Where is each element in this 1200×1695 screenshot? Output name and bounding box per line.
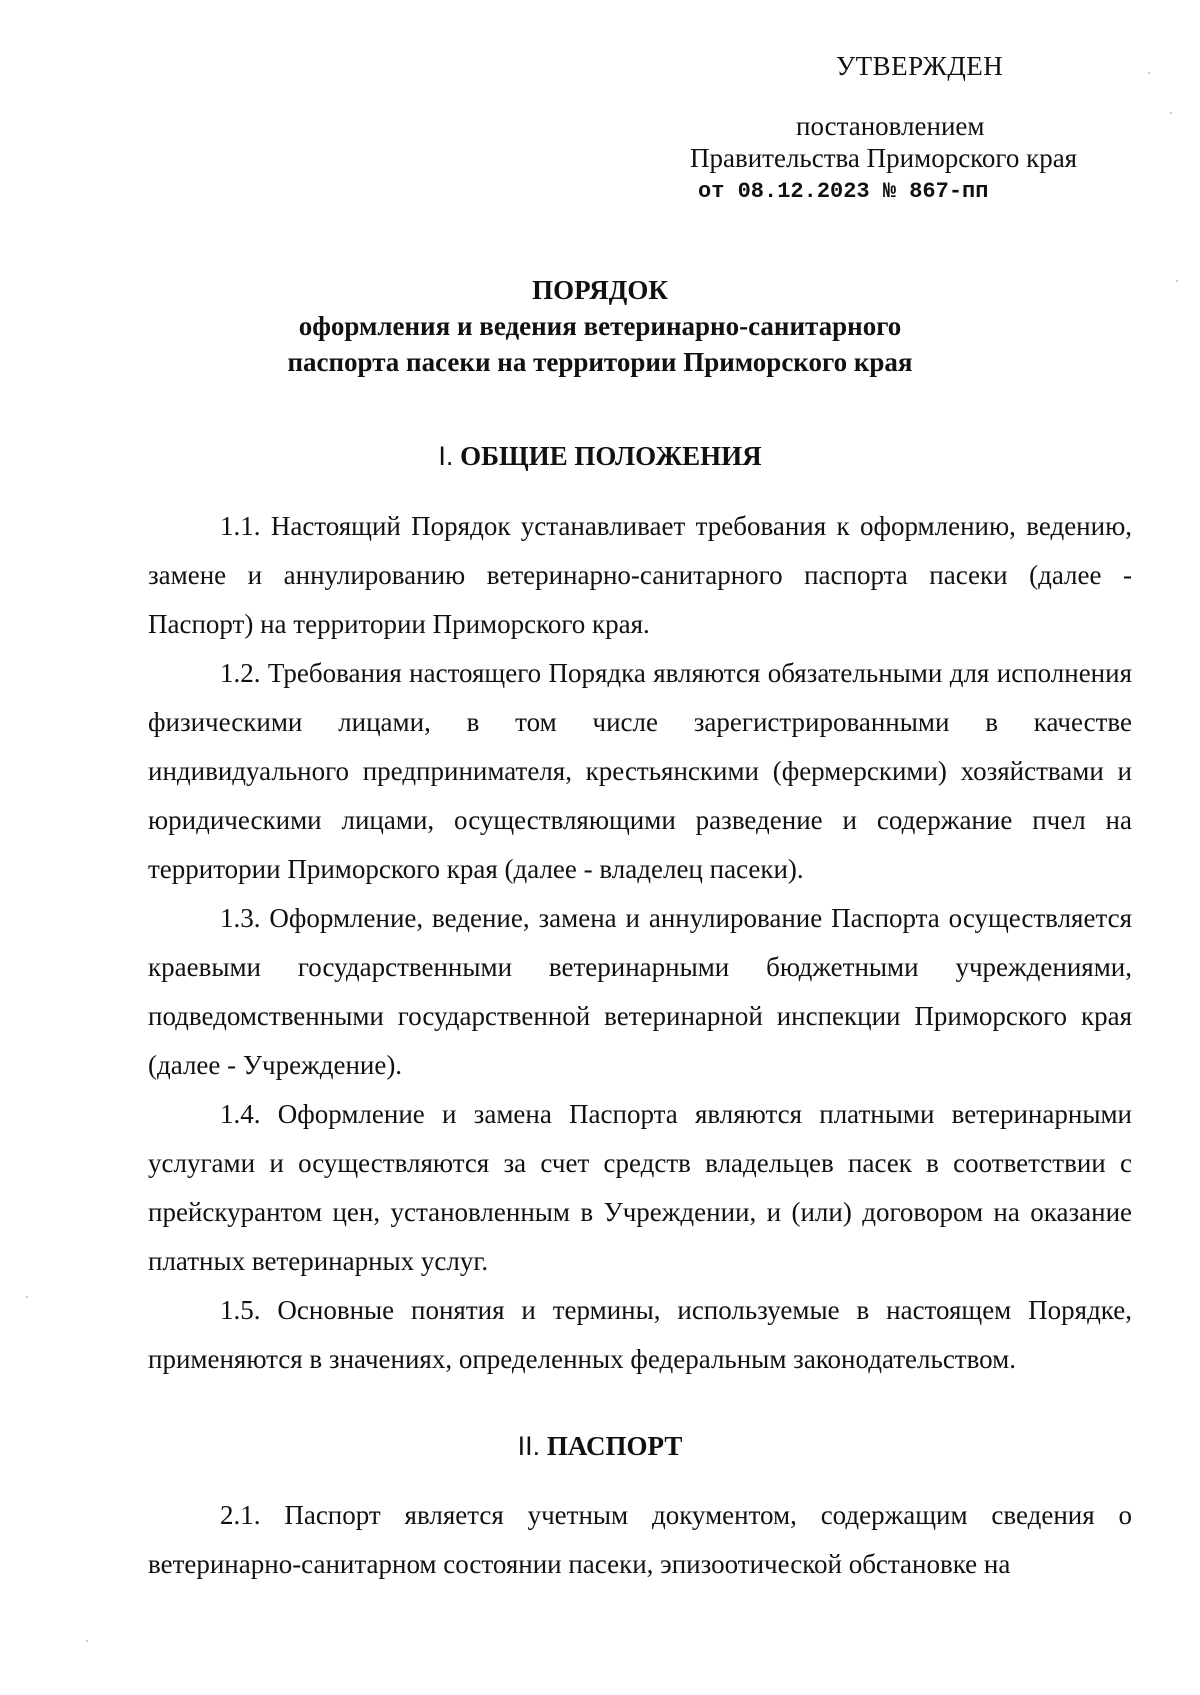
approval-resolution: постановлением	[796, 111, 985, 141]
section-1-body	[148, 502, 1132, 1384]
title-line-1: ПОРЯДОК	[532, 275, 668, 305]
title-line-3: паспорта пасеки на территории Приморского края	[287, 347, 913, 377]
approval-approved: УТВЕРЖДЕН	[836, 51, 1004, 81]
title-line-2: оформления и ведения ветеринарно-санитарного	[298, 311, 902, 341]
approval-number: от 08.12.2023 № 867-пп	[698, 179, 989, 204]
section-2-body	[148, 1491, 1132, 1589]
approval-government: Правительства Приморского края	[690, 143, 1078, 173]
paragraph-1-3: 1.3. Оформление, ведение, замена и аннулирование Паспорта осуществляется краевыми государственными ветеринарными бюджетными учреждениями, подведомственными государственной ветеринарной инспекции Приморского края (далее - Учреждение).	[148, 903, 1132, 1080]
paragraph-2-1: 2.1. Паспорт является учетным документом, содержащим сведения о ветеринарно-санитарном состоянии пасеки, эпизоотической обстановке на	[148, 1500, 1132, 1579]
paragraph-1-1: 1.1. Настоящий Порядок устанавливает требования к оформлению, ведению, замене и аннулированию ветеринарно-санитарного паспорта пасеки (далее - Паспорт) на территории Приморского края.	[148, 511, 1132, 639]
scan-speck	[26, 1296, 28, 1298]
paragraph-1-2: 1.2. Требования настоящего Порядка являются обязательными для исполнения физическими лицами, в том числе зарегистрированными в качестве индивидуального предпринимателя, крестьянскими (фермерскими) хозяйствами и юридическими лицами, осуществляющими разведение и содержание пчел на территории Приморского края (далее - владелец пасеки).	[148, 658, 1132, 884]
section-title-1: ОБЩИЕ ПОЛОЖЕНИЯ	[460, 441, 762, 471]
section-heading-2	[0, 1428, 1200, 1464]
section-numeral-2: II.	[517, 1431, 541, 1461]
paragraph-1-5: 1.5. Основные понятия и термины, используемые в настоящем Порядке, применяются в значениях, определенных федеральным законодательством.	[148, 1295, 1132, 1374]
section-numeral-1: I.	[438, 441, 454, 471]
section-title-2: ПАСПОРТ	[546, 1431, 683, 1461]
scan-speck	[1170, 112, 1172, 114]
scan-speck	[86, 1640, 88, 1642]
section-heading-1	[0, 438, 1200, 474]
paragraph-1-4: 1.4. Оформление и замена Паспорта являются платными ветеринарными услугами и осуществляются за счет средств владельцев пасек в соответствии с прейскурантом цен, установленным в Учреждении, и (или) договором на оказание платных ветеринарных услуг.	[148, 1099, 1132, 1276]
document-title	[0, 272, 1200, 380]
scan-speck	[1148, 72, 1150, 74]
scan-speck	[1176, 280, 1178, 282]
